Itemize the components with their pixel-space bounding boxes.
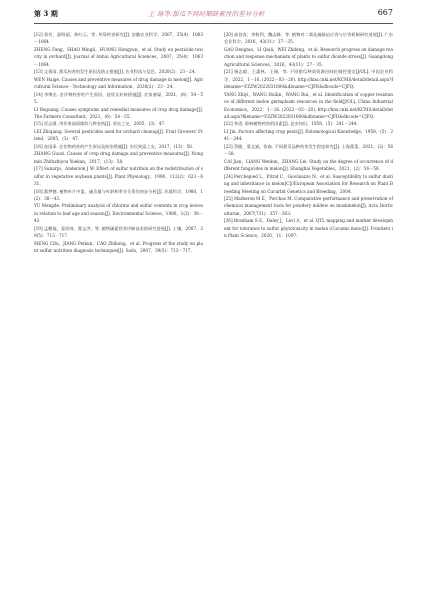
references-left-column xyxy=(34,31,203,255)
reference-22-en: LI Jin. Factors affecting crop pests[J]. Entomological Knowledge，1958，(5)：241－244. xyxy=(224,128,393,142)
reference-13-en: WEN Haige. Causes and preventive measures of drug damage in melon[J]. Agricultural Science－Technology and Information，2020(2)：23－24. xyxy=(34,76,203,90)
reference-23-en: CAI Jian，LIANG Wenbin，ZHANG Lei. Study on the degree of occurrence of different fungicides in melon[J]. Shanghai Vegetables，2021，(2)：56－58. xyxy=(224,158,393,172)
reference-18-en: YU Mengde. Preliminary analysis of chlorine and sulfur contents in crop leaves in relation to leaf age and season[J]. Environmental Science，1980，1(2)：38－43. xyxy=(34,203,203,224)
reference-25: [25] Matheron M E，Porchas M. Comparative performance and preservation of chemical management tools for powdery mildew on muskmelon[J]. Acta Horticulturae，2007(731)：357－363. xyxy=(224,195,393,216)
running-title: 王 琦等:甜瓜不同时期缺素性的差异分析 xyxy=(148,10,265,18)
reference-16-cn: [16] 张国章. 农作物药害的产生原因及防治措施[J]. 农民致富之友，2017，(13)：58. xyxy=(34,143,194,149)
reference-14-cn: [14] 李博光. 农作物药害的产生原因，症状及补救措施[J]. 农家参谋，2021，(6)：54－55. xyxy=(34,91,203,105)
issue-label: 第 3 期 xyxy=(34,9,58,18)
reference-17: [17] Sunarpi，Anderson J W. Effect of sulfur nutrition on the redistribution of sulfur in vegetative soybean plants[J]. Plant Physiology，1996，112(2)：623－631. xyxy=(34,166,203,187)
reference-12-cn: [12] 郑芳，邵明丽，黄红云，等. 草莓药害研究[J]. 安徽农业科学，2007，35(4)：1063－1064. xyxy=(34,32,203,45)
reference-24: [24] Perchepied L，Pitrat C，Giovinazzo N，et al. Susceptibility to sulfur dusting and inheritance in melon[C]//European Association for Research on Plant Breeding Meeting on Cucurbit Genetics and Breeding，2004. xyxy=(224,173,393,194)
page-number: 667 xyxy=(377,8,393,17)
reference-26: [26] Branham S E，Daley J，Levi A，et al. QTL mapping and marker development for tolerance to sulfur phytotoxicity in melon (Cucumis melo)[J]. Frontiers in Plant Science，2020，11：1097. xyxy=(224,218,393,239)
reference-19-en: MENG Cifu，JIANG Peikun，CAO Zhihong，et al. Progress of the study on plant sulfur nutrition diagnosis techniques[J]. Soils，2007，39(5)：713－717. xyxy=(34,240,203,254)
reference-21-en: YANG Zhiyi，WANG Huilin，WANG Rui，et al. Identification of copper resistance of different melon germplasm resources in the field[J/OL]. China Industrial Economics，2022：1－16. (2022－03－20). http://kns.cnki.net/KCMS/detail/detail.aspx?filename=FZZW2022031600&dbname=CJFD&dbcode=CJFQ. xyxy=(224,91,393,119)
reference-20-en: GAO Dengtao，LI Qiuli，WEI Zhifeng，et al. Research progress on damage reaction and response mechanism of plants to sulfur dioxide stress[J]. Guangdong Agricultural Sciences，2016，43(11)：27－35. xyxy=(224,46,393,67)
reference-12-en: ZHENG Fang，SHAO Mingli，HUANG Hongyun，et al. Study on pesticide toxicity in orchard[J]. Journal of Anhui Agricultural Sciences，2007，35(4)：1063－1064. xyxy=(34,46,203,67)
reference-14-en: LI Boguang. Causes symptoms and remedial measures of crop drug damage[J]. The Farmers Consultant，2021，(6)：54－55. xyxy=(34,106,203,119)
reference-15-cn: [15] 雷志强. 用作果园清除的几种农药[J]. 果农之友，2005，(3)：47. xyxy=(34,121,166,127)
reference-19-cn: [19] 孟鹏福，姜培坤，曹志洪，等. 植物硫素营养诊断技术的研究进展[J]. 土壤，2007，39(5)：713－717. xyxy=(34,225,203,239)
references-right-column xyxy=(224,31,393,240)
reference-20-cn: [20] 高登涛，李秋利，魏志峰，等. 植物对二氧化硫胁迫应答与应答机制研究进展[J]. 广东农业科学，2016，43(11)：27－35. xyxy=(224,32,393,45)
reference-23-cn: [23] 蔡健，梁文斌，张森. 不同甜瓜品种药害发生程度研究[J]. 上海蔬菜，2021，(2)：56－58. xyxy=(224,143,393,157)
reference-16-en: ZHANG Guozi. Causes of crop drug damage and preventive measures[J]. Nongmin Zhifuzhiyou Yuekan，2017，(13)：58. xyxy=(34,151,203,164)
reference-15-en: LEI Zhiqiang. Several pesticides used for orchard cleanup[J]. Fruit Growers' Friend，2005，(3)：47. xyxy=(34,128,203,142)
reference-18-cn: [18] 都梦德. 植物叶片中氯、硫含量与叶龄和季节关系的初步分析[J]. 环境科学，1980，1(2)：38－43. xyxy=(34,188,203,201)
header-rule xyxy=(34,23,393,24)
reference-13-cn: [13] 文嘉雨. 甜瓜药害的发生原因及防止措施[J]. 农业科技与信息，2020(2)：23－24. xyxy=(34,69,196,75)
reference-21-cn: [21] 杨志毅，王惠林，王瑞，等. 不同甜瓜种质资源田间抗铜性鉴定[J/OL]. 中国农业科学，2022，1－16. (2022－03－20). http://kns.cnki.net/KCMS/detail/detail.aspx?filename=FZZW2022031600&dbname=CJFD&dbcode=CJFQ. xyxy=(224,69,393,90)
reference-22-cn: [22] 李进. 影响植物药害的因素[J]. 昆虫知识，1958，(5)：241－244. xyxy=(224,121,358,127)
